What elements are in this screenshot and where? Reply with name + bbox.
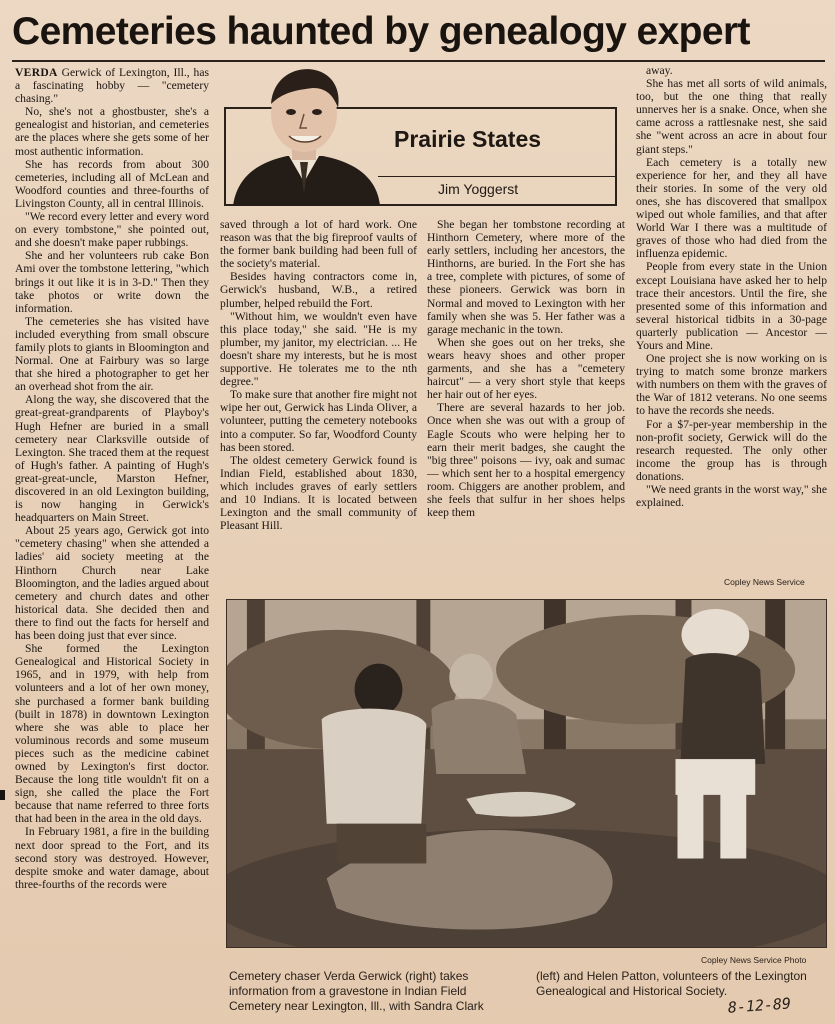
lead-text: Gerwick of Lexington, Ill., has a fascinating hobby — "cemetery chasing." [15,66,209,106]
article-column-4 [636,64,827,580]
article-paragraph: Along the way, she discovered that the great-great-grandparents of Playboy's Hugh Hefner are buried in a small cemetery near Clarksville outside of Lexington. She traced them at the request of Hugh's father. A painting of Hugh's great-great-uncle, Marston Hefner, discovered in an old Lexington building, is now hanging in Gerwick's headquarters on Main Street. [15,393,209,525]
lead-word: VERDA [15,66,58,79]
article-column-1 [15,66,209,1006]
article-paragraph: She has met all sorts of wild animals, too, but the one thing that really unnerves her is a snake. Once, when she came across a rattlesnake nest, she said she "went across an acre in about four giant steps." [636,77,827,156]
margin-mark [0,790,5,800]
article-paragraph: "We record every letter and every word on every tombstone," she pointed out, and she doesn't make paper rubbings. [15,210,209,250]
article-headline: Cemeteries haunted by genealogy expert [12,10,750,53]
article-paragraph: In February 1981, a fire in the building next door spread to the Fort, and its second story was destroyed. However, despite smoke and water damage, about three-fourths of the records were [15,825,209,891]
article-paragraph [15,66,209,105]
article-column-3 [427,218,625,590]
photo-caption-right: (left) and Helen Patton, volunteers of the Lexington Genealogical and Historical Society. [536,969,807,998]
article-paragraph: The cemeteries she has visited have included everything from small obscure family plots to giants in Bloomington and Normal. One at Fairbury was so large that she hired a photographer to get her an overhead shot from the air. [15,314,209,394]
handwritten-date: 8-12-89 [727,994,792,1017]
wire-credit: Copley News Service [724,577,805,587]
article-paragraph: saved through a lot of hard work. One reason was that the big fireproof vaults of the former bank building had been full of the society's material. [220,218,417,271]
article-paragraph: For a $7-per-year membership in the non-profit society, Gerwick will do the research requested. The only other income the group has is through donations. [636,417,827,483]
article-paragraph: Besides having contractors come in, Gerwick's husband, W.B., a retired plumber, helped rebuild the Fort. [220,270,417,310]
article-paragraph: There are several hazards to her job. Once when she was out with a group of Eagle Scouts who were helping her to earn their merit badges, she caught the "big three" poisons — ivy, oak and sumac — which sent her to a hospital emergency room. Chiggers are another problem, and she feels that sulfur in her shoes helps keep them [427,401,625,520]
article-paragraph: When she goes out on her treks, she wears heavy shoes and other proper garments, and she has a "cemetery haircut" — a very short style that keeps her hair out of her eyes. [427,335,625,402]
article-paragraph: She and her volunteers rub cake Bon Ami over the tombstone lettering, "which brings it out like it is in 3-D." Then they take photos or write down the information. [15,249,209,315]
columnist-portrait [227,64,382,206]
article-paragraph: To make sure that another fire might not wipe her out, Gerwick has Linda Oliver, a volunteer, putting the cemetery notebooks into a computer. So far, Woodford County has been stored. [220,388,417,454]
article-paragraph: Each cemetery is a totally new experience for her, and they all have their stories. In some of the very old ones, she has discovered that smallpox wiped out whole families, and that after World War I there was a multitude of graves of those who had died from the influenza epidemic. [636,155,827,261]
article-paragraph: She began her tombstone recording at Hinthorn Cemetery, where more of the early settlers, including her ancestors, the Hinthorns, are buried. In the Fort she has a tree, complete with pictures, of some of these pioneers. Gerwick was born in Normal and moved to Lexington with her family when she was 5. Her father was a garage mechanic in the town. [427,218,625,336]
article-paragraph: "We need grants in the worst way," she explained. [636,483,827,510]
article-paragraph: About 25 years ago, Gerwick got into "cemetery chasing" when she attended a ladies' aid society meeting at the Hinthorn Church near Lake Bloomington, and the ladies argued about cemetery and church dates and other historical data. She decided then and there to find out the facts for herself and has been doing just that ever since. [15,524,209,643]
article-paragraph: One project she is now working on is trying to match some bronze markers with numbers on them with the graves of the War of 1812 veterans. No one seems to have the records she needs. [636,352,827,418]
article-paragraph: No, she's not a ghostbuster, she's a genealogist and historian, and cemeteries are the places where she gets some of her most authentic information. [15,105,209,158]
article-paragraph: She has records from about 300 cemeteries, including all of McLean and Woodford counties and three-fourths of Livingston County, all in central Illinois. [15,157,209,210]
headline-rule [12,60,825,62]
article-paragraph: "Without him, we wouldn't even have this place today," she said. "He is my plumber, my janitor, my electrician. ... He doesn't share my interests, but he is most supportive. He tolerates me to the nth degree." [220,309,417,389]
cemetery-photo [226,599,827,948]
photo-caption-left: Cemetery chaser Verda Gerwick (right) takes information from a gravestone in Indian Field Cemetery near Lexington, Ill., with Sandra Clark [229,969,484,1013]
article-paragraph: The oldest cemetery Gerwick found is Indian Field, established about 1830, which includes graves of early settlers and 10 Indians. It is located between Lexington and the small community of Pleasant Hill. [220,453,417,533]
column-box-rule [378,176,615,177]
column-title: Prairie States [394,126,542,152]
article-paragraph: away. [646,64,673,77]
article-paragraph: People from every state in the Union except Louisiana have asked her to help trace their ancestors. Until the fire, she presented some of this information and several historical tidbits in a 30-page quarterly publication — Ancestor — Yours and Mine. [636,260,827,352]
column-byline: Jim Yoggerst [438,181,519,197]
article-paragraph: She formed the Lexington Genealogical and Historical Society in 1965, and in 1979, with help from volunteers and a lot of her own money, she purchased a former bank building (built in 1878) in downtown Lexington where she was able to place her voluminous records and some museum pieces such as the medicine cabinet owned by Lexington's first doctor. Because the long title wouldn't fit on a sign, she called the place the Fort because that name referred to three forts that had been in the area in the old days. [15,642,209,826]
photo-credit: Copley News Service Photo [701,955,807,965]
article-column-2 [220,218,417,590]
